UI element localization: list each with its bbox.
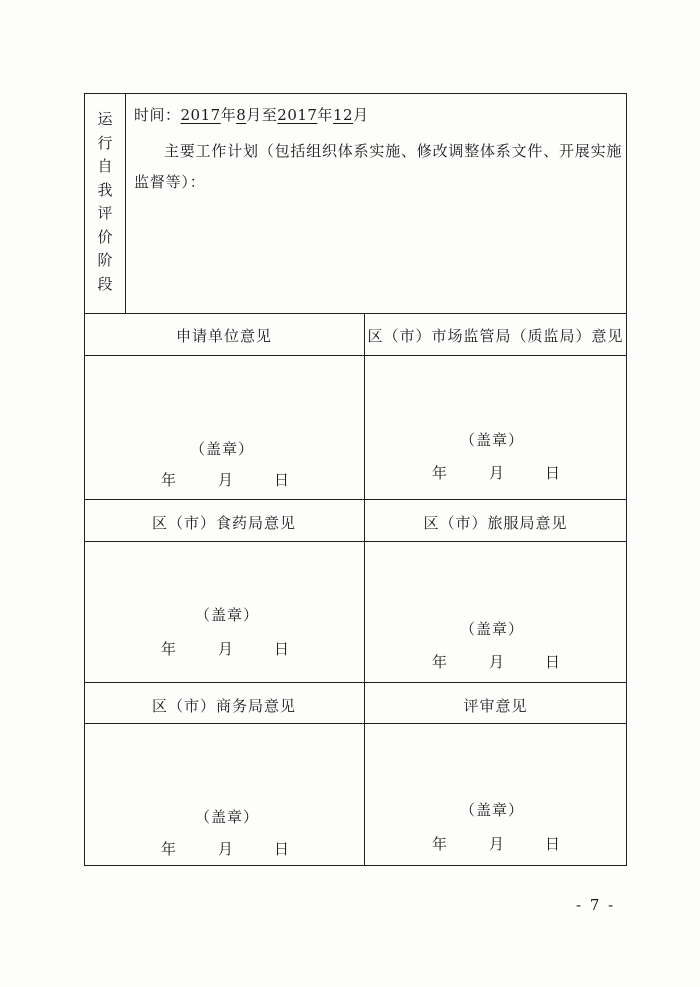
row-divider: [84, 541, 627, 542]
page-number: - 7 -: [576, 896, 616, 914]
end-month: 12: [333, 106, 354, 124]
date-month-char: 月: [218, 640, 234, 658]
start-month: 8: [236, 106, 247, 124]
date-year-char: 年: [161, 471, 177, 489]
stage-label-char: 运: [97, 110, 113, 128]
date-day-char: 日: [545, 653, 561, 671]
opinion-title-commerce: 区（市）商务局意见: [151, 697, 296, 715]
row-divider: [84, 723, 627, 724]
date-year-char: 年: [432, 464, 448, 482]
date-year-char: 年: [161, 640, 177, 658]
row-divider: [84, 682, 627, 683]
date-month-char: 月: [489, 464, 505, 482]
opinion-title-tourism: 区（市）旅服局意见: [423, 514, 568, 532]
opinion-title-applicant: 申请单位意见: [175, 327, 272, 345]
seal-market-supervision: （盖章）: [460, 431, 525, 449]
seal-applicant: （盖章）: [190, 440, 255, 458]
stage-label-char: 阶: [97, 251, 113, 269]
stage-label-vertical: [88, 108, 122, 308]
year-char: 年: [317, 106, 333, 124]
time-label: 时间：: [134, 106, 181, 124]
center-column-divider: [364, 313, 365, 866]
date-day-char: 日: [274, 840, 290, 858]
end-year: 2017: [277, 106, 318, 124]
row-divider: [84, 355, 627, 356]
date-day-char: 日: [274, 471, 290, 489]
date-month-char: 月: [489, 653, 505, 671]
date-month-char: 月: [218, 840, 234, 858]
opinion-title-review: 评审意见: [463, 697, 528, 715]
stage-label-char: 自: [97, 157, 113, 175]
stage-label-char: 行: [97, 133, 113, 152]
opinion-title-food-drug: 区（市）食药局意见: [151, 514, 296, 532]
time-period: [134, 104, 369, 125]
month-char: 月: [246, 106, 262, 124]
date-year-char: 年: [432, 835, 448, 853]
stage-label-char: 我: [97, 180, 113, 199]
date-year-char: 年: [432, 653, 448, 671]
opinion-title-market-supervision: 区（市）市场监管局（质监局）意见: [367, 327, 624, 345]
to-char: 至: [261, 106, 278, 124]
date-day-char: 日: [545, 464, 561, 482]
start-year: 2017: [180, 106, 221, 124]
date-day-char: 日: [274, 640, 290, 658]
stage-label-char: 价: [97, 227, 113, 246]
seal-tourism: （盖章）: [460, 620, 525, 638]
work-plan-text: 主要工作计划（包括组织体系实施、修改调整体系文件、开展实施监督等）：: [134, 142, 623, 191]
row-divider: [84, 499, 627, 500]
month-char: 月: [353, 106, 369, 124]
year-char: 年: [220, 106, 237, 124]
row-divider: [84, 313, 627, 314]
stage-label-char: 段: [97, 274, 113, 293]
seal-food-drug: （盖章）: [195, 606, 260, 624]
date-day-char: 日: [545, 835, 561, 853]
seal-review: （盖章）: [460, 801, 525, 819]
stage-label-char: 评: [97, 204, 113, 222]
date-month-char: 月: [218, 471, 234, 489]
date-year-char: 年: [161, 840, 177, 858]
seal-commerce: （盖章）: [195, 808, 260, 826]
label-column-divider: [125, 93, 126, 313]
date-month-char: 月: [489, 835, 505, 853]
